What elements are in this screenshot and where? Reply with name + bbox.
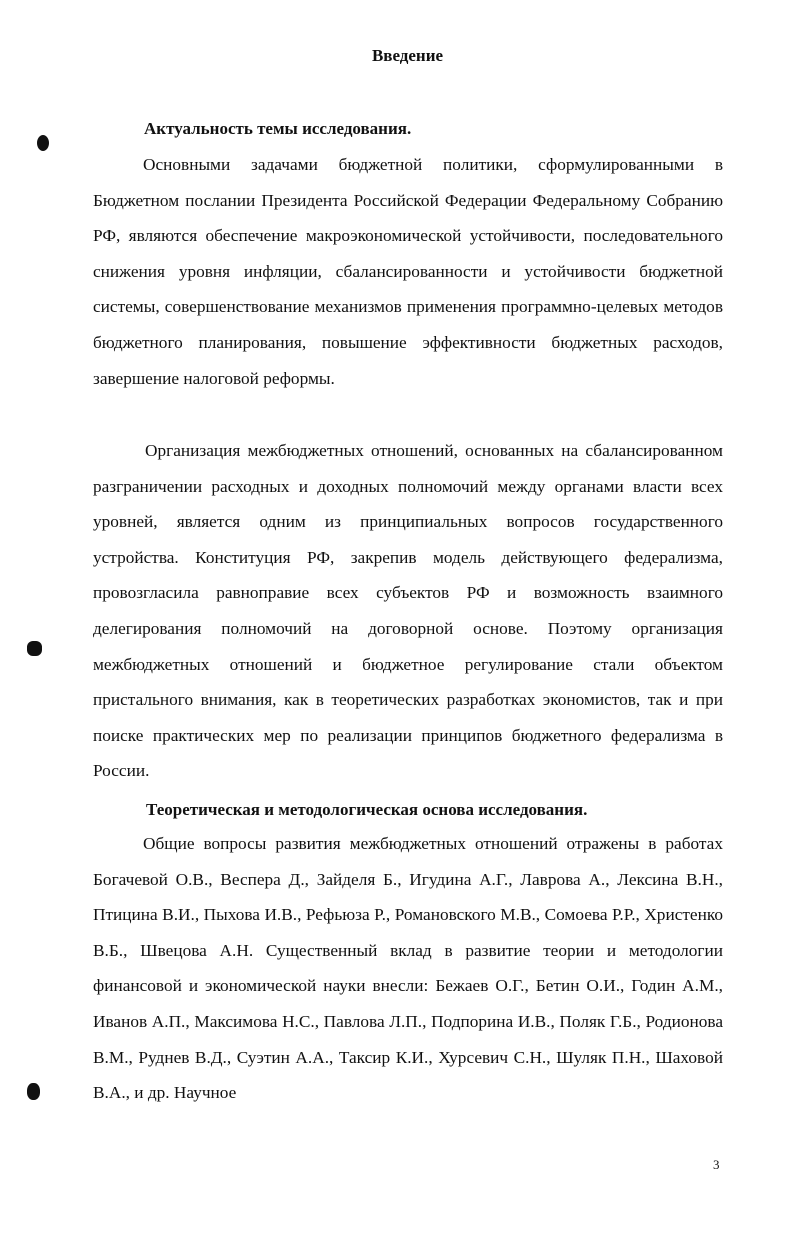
paragraph-budget-policy: Основными задачами бюджетной политики, сформулированными в Бюджетном послании Президента Российской Федерации Федеральному Собранию РФ, являются обеспечение макроэкономической устойчивости, последовательного снижения уровня инфляции, сбалансированности и устойчивости бюджетной системы, совершенствование механизмов применения программно-целевых методов бюджетного планирования, повышение эффективности бюджетных расходов, завершение налоговой реформы. (93, 155, 723, 388)
paragraph-research-authors: Общие вопросы развития межбюджетных отношений отражены в работах Богачевой О.В., Веспера Д., Зайделя Б., Игудина А.Г., Лаврова А., Лексина В.Н., Птицина В.И., Пыхова И.В., Рефьюза Р., Романовского М.В., Сомоева Р.Р., Христенко В.Б., Швецова А.Н. Существенный вклад в развитие теории и методологии финансовой и экономической науки внесли: Бежаев О.Г., Бетин О.И., Годин А.М., Иванов А.П., Максимова Н.С., Павлова Л.П., Подпорина И.В., Поляк Г.Б., Родионова В.М., Руднев В.Д., Суэтин А.А., Таксир К.И., Хурсевич С.Н., Шуляк П.Н., Шаховой В.А., и др. Научное (93, 834, 723, 1103)
punch-hole-mark (27, 641, 42, 656)
section-heading-methodology: Теоретическая и методологическая основа исследования. (146, 800, 588, 819)
page-number: 3 (713, 1157, 720, 1172)
section-heading-relevance: Актуальность темы исследования. (144, 119, 412, 138)
paragraph-interbudget-relations: Организация межбюджетных отношений, основанных на сбалансированном разграничении расходных и доходных полномочий между органами власти всех уровней, является одним из принципиальных вопросов государственного устройства. Конституция РФ, закрепив модель действующего федерализма, провозгласила равноправие всех субъектов РФ и возможность взаимного делегирования полномочий на договорной основе. Поэтому организация межбюджетных отношений и бюджетное регулирование стали объектом пристального внимания, как в теоретических разработках экономистов, так и при поиске практических мер по реализации принципов бюджетного федерализма в России. (93, 441, 723, 781)
punch-hole-mark (37, 135, 49, 151)
punch-hole-mark (27, 1083, 40, 1100)
page-title: Введение (371, 46, 444, 65)
